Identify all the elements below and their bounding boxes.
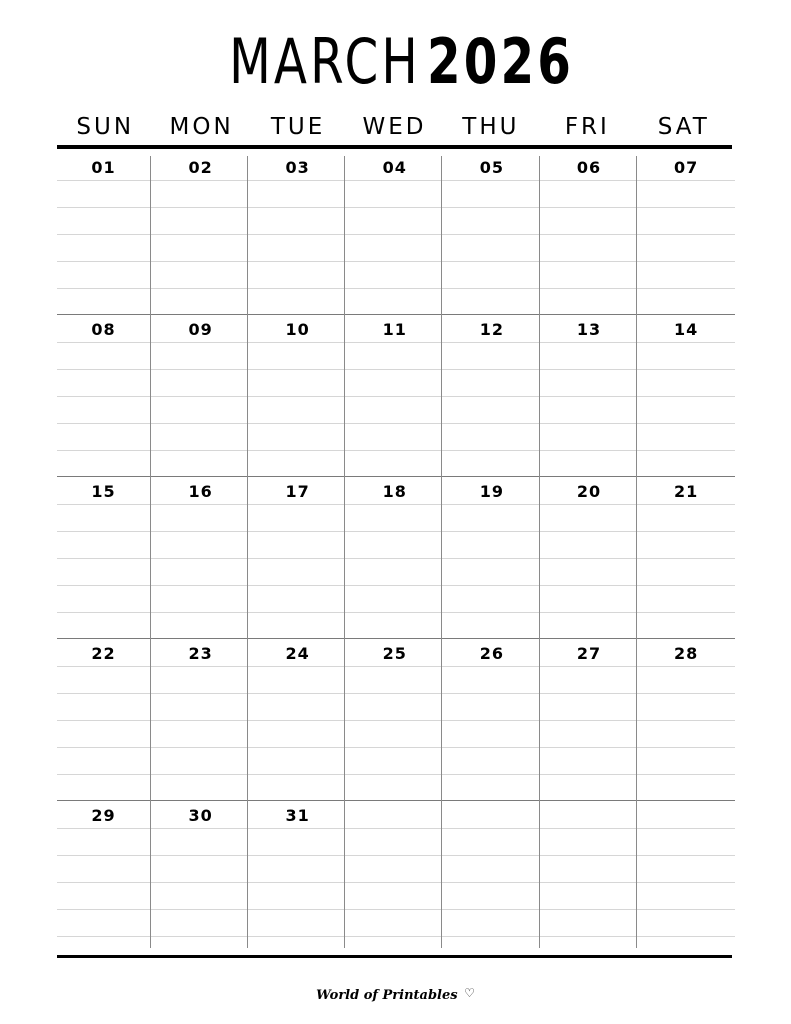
- writing-line: [57, 693, 735, 694]
- day-number: 22: [91, 644, 116, 663]
- writing-line: [57, 936, 735, 937]
- heart-outline-icon: ♡: [464, 986, 475, 1000]
- day-number: 14: [673, 320, 699, 339]
- calendar-grid: [57, 152, 735, 948]
- writing-line: [57, 774, 735, 775]
- day-number: 12: [479, 320, 505, 339]
- writing-line: [57, 423, 735, 424]
- day-number: 23: [188, 644, 213, 663]
- day-number: 02: [188, 158, 213, 177]
- day-number: 31: [285, 806, 310, 825]
- day-number: 20: [576, 482, 602, 501]
- writing-line: [57, 504, 735, 505]
- day-column-divider: [441, 156, 442, 948]
- writing-line: [57, 558, 735, 559]
- day-number: 26: [479, 644, 505, 663]
- month-name: MARCH: [229, 25, 422, 98]
- day-number: 16: [188, 482, 213, 501]
- day-number: 17: [285, 482, 310, 501]
- writing-line: [57, 855, 735, 856]
- weekday-mon: MON: [169, 114, 234, 140]
- day-number: 30: [188, 806, 213, 825]
- footer-rule: [57, 955, 732, 958]
- writing-line: [57, 828, 735, 829]
- day-number: 24: [285, 644, 310, 663]
- day-number: 04: [382, 158, 407, 177]
- writing-line: [57, 180, 735, 181]
- day-number: 11: [382, 320, 407, 339]
- weekday-tue: TUE: [270, 114, 326, 140]
- writing-line: [57, 342, 735, 343]
- day-column-divider: [247, 156, 248, 948]
- day-number: 05: [479, 158, 505, 177]
- brand-name: World of Printables: [316, 988, 458, 1003]
- day-column-divider: [150, 156, 151, 948]
- weekday-fri: FRI: [564, 114, 610, 140]
- day-number: 01: [91, 158, 116, 177]
- writing-line: [57, 531, 735, 532]
- week-divider: [57, 800, 735, 801]
- day-column-divider: [344, 156, 345, 948]
- writing-line: [57, 369, 735, 370]
- day-column-divider: [636, 156, 637, 948]
- writing-line: [57, 450, 735, 451]
- writing-line: [57, 585, 735, 586]
- year: 2026: [426, 25, 575, 98]
- day-number: 29: [91, 806, 116, 825]
- weekday-thu: THU: [462, 114, 520, 140]
- writing-line: [57, 234, 735, 235]
- day-number: 19: [479, 482, 505, 501]
- writing-line: [57, 612, 735, 613]
- weekday-wed: WED: [362, 114, 427, 140]
- calendar-title: [0, 24, 791, 100]
- day-number: 07: [673, 158, 699, 177]
- day-number: 25: [382, 644, 407, 663]
- day-number: 27: [576, 644, 602, 663]
- header-rule: [57, 145, 732, 149]
- day-number: 28: [673, 644, 699, 663]
- writing-line: [57, 720, 735, 721]
- week-divider: [57, 638, 735, 639]
- day-number: 15: [91, 482, 116, 501]
- day-column-divider: [539, 156, 540, 948]
- day-number: 08: [91, 320, 116, 339]
- day-number: 10: [285, 320, 310, 339]
- weekday-sat: SAT: [657, 114, 710, 140]
- writing-line: [57, 666, 735, 667]
- day-number: 13: [576, 320, 602, 339]
- writing-line: [57, 261, 735, 262]
- day-number: 09: [188, 320, 213, 339]
- writing-line: [57, 909, 735, 910]
- day-number: 06: [576, 158, 602, 177]
- weekday-header-row: [57, 110, 732, 144]
- weekday-sun: SUN: [76, 114, 135, 140]
- writing-line: [57, 396, 735, 397]
- week-divider: [57, 314, 735, 315]
- writing-line: [57, 747, 735, 748]
- writing-line: [57, 288, 735, 289]
- day-number: 18: [382, 482, 407, 501]
- writing-line: [57, 207, 735, 208]
- brand-logo: [0, 983, 791, 1006]
- day-number: 03: [285, 158, 310, 177]
- week-divider: [57, 476, 735, 477]
- day-number: 21: [673, 482, 699, 501]
- writing-line: [57, 882, 735, 883]
